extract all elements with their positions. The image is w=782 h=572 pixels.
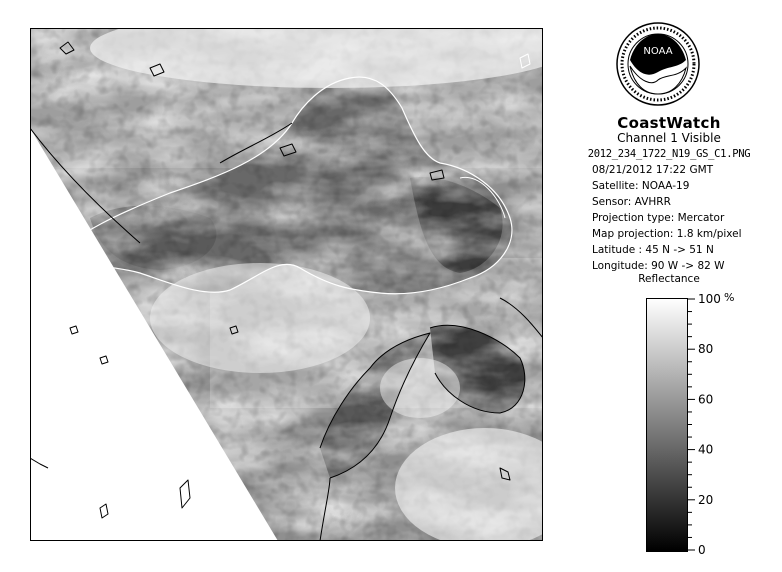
colorbar-title: Reflectance bbox=[638, 273, 700, 285]
colorbar-tick-label: 60 bbox=[698, 392, 714, 407]
datetime-label: 08/21/2012 17:22 GMT bbox=[592, 164, 714, 176]
channel-label: Channel 1 Visible bbox=[617, 131, 721, 145]
colorbar-tick-label: 0 bbox=[698, 543, 706, 557]
colorbar-tick-label: 40 bbox=[698, 442, 714, 457]
colorbar-tick-label: 80 bbox=[698, 342, 714, 357]
colorbar-ticks bbox=[566, 18, 772, 558]
sensor-label: Sensor: AVHRR bbox=[592, 196, 671, 208]
latitude-label: Latitude : 45 N -> 51 N bbox=[592, 244, 714, 256]
satellite-map bbox=[30, 28, 543, 541]
longitude-label: Longitude: 90 W -> 82 W bbox=[592, 260, 725, 272]
app-title: CoastWatch bbox=[617, 114, 721, 132]
colorbar-tick-label: 20 bbox=[698, 492, 714, 507]
filename-label: 2012_234_1722_N19_GS_C1.PNG bbox=[587, 148, 751, 160]
colorbar-unit: % bbox=[724, 291, 735, 304]
info-panel bbox=[566, 18, 772, 558]
map-projection-label: Map projection: 1.8 km/pixel bbox=[592, 228, 742, 240]
projection-type-label: Projection type: Mercator bbox=[592, 212, 725, 224]
svg-text:NOAA: NOAA bbox=[643, 46, 673, 57]
colorbar-tick-label: 100 bbox=[698, 292, 721, 306]
satellite-label: Satellite: NOAA-19 bbox=[592, 180, 690, 192]
